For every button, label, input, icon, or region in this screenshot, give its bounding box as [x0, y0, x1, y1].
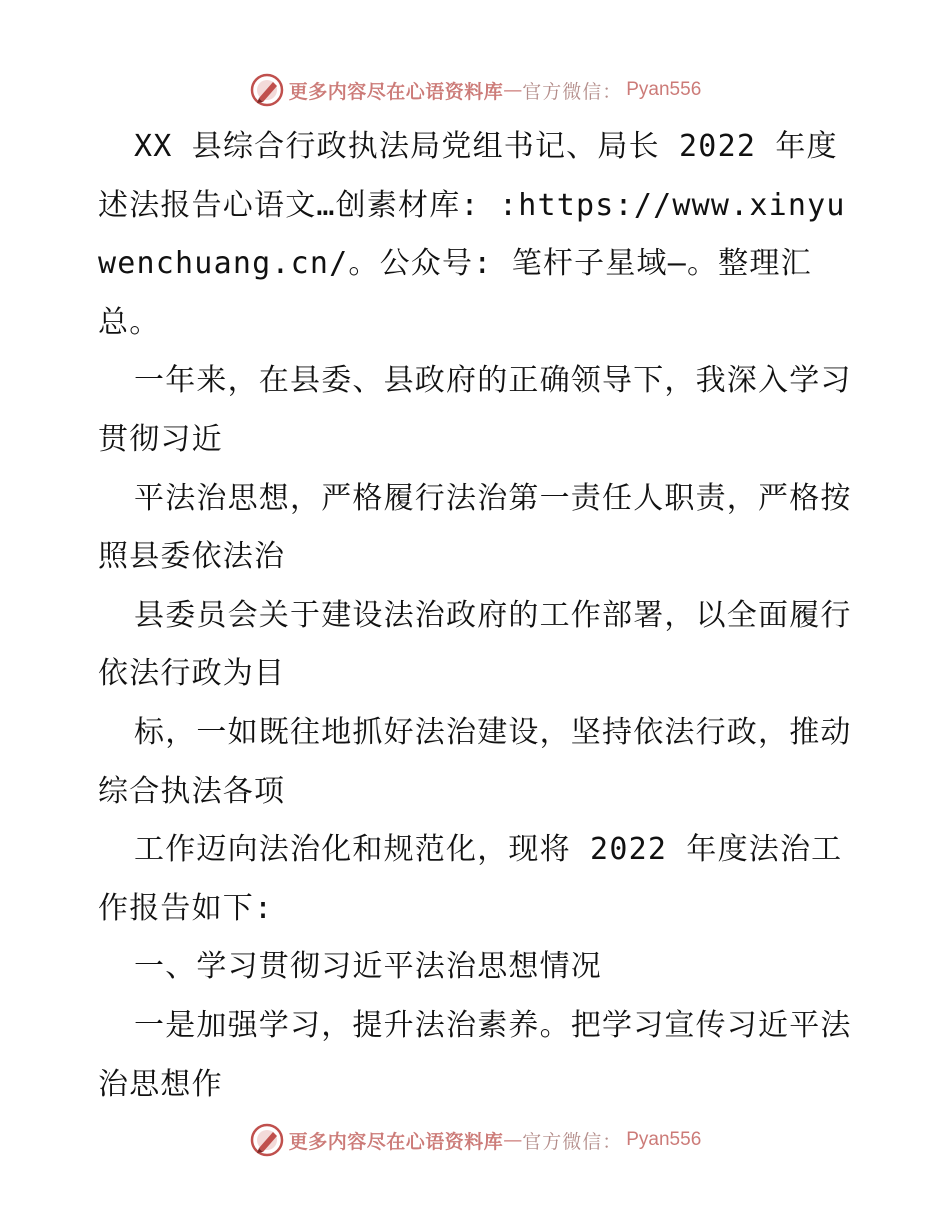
banner-wechat-id: Pyan556 [626, 1129, 702, 1150]
pen-nib-logo-icon [249, 72, 285, 108]
paragraph: 一年来，在县委、县政府的正确领导下，我深入学习贯彻习近 [98, 363, 852, 457]
header-banner [0, 70, 950, 110]
banner-wechat-label: 官方微信： [522, 1130, 623, 1153]
banner-separator: — [503, 1129, 523, 1151]
paragraph-title: XX 县综合行政执法局党组书记、局长 2022 年度述法报告心语文…创素材库: :https://www.xinyuwenchuang.cn/。公众号: 笔杆子星域—。整理汇总。 [98, 129, 846, 340]
section-heading: 一、学习贯彻习近平法治思想情况 [134, 949, 602, 985]
banner-wechat-id: Pyan556 [626, 79, 702, 100]
banner-title: 更多内容尽在心语资料库 [288, 1130, 504, 1153]
pen-nib-logo-icon [249, 1122, 285, 1158]
paragraph: 工作迈向法治化和规范化，现将 2022 年度法治工作报告如下: [98, 832, 843, 926]
banner-separator: — [503, 79, 523, 101]
paragraph: 平法治思想，严格履行法治第一责任人职责，严格按照县委依法治 [98, 480, 852, 575]
paragraph: 县委员会关于建设法治政府的工作部署，以全面履行依法行政为目 [98, 597, 852, 692]
banner-title: 更多内容尽在心语资料库 [288, 80, 504, 103]
footer-banner [0, 1120, 950, 1160]
banner-wechat-label: 官方微信： [522, 80, 623, 103]
document-body [98, 118, 858, 1114]
paragraph: 一是加强学习，提升法治素养。把学习宣传习近平法治思想作 [98, 1007, 852, 1102]
paragraph: 标，一如既往地抓好法治建设，坚持依法行政，推动综合执法各项 [98, 714, 852, 809]
